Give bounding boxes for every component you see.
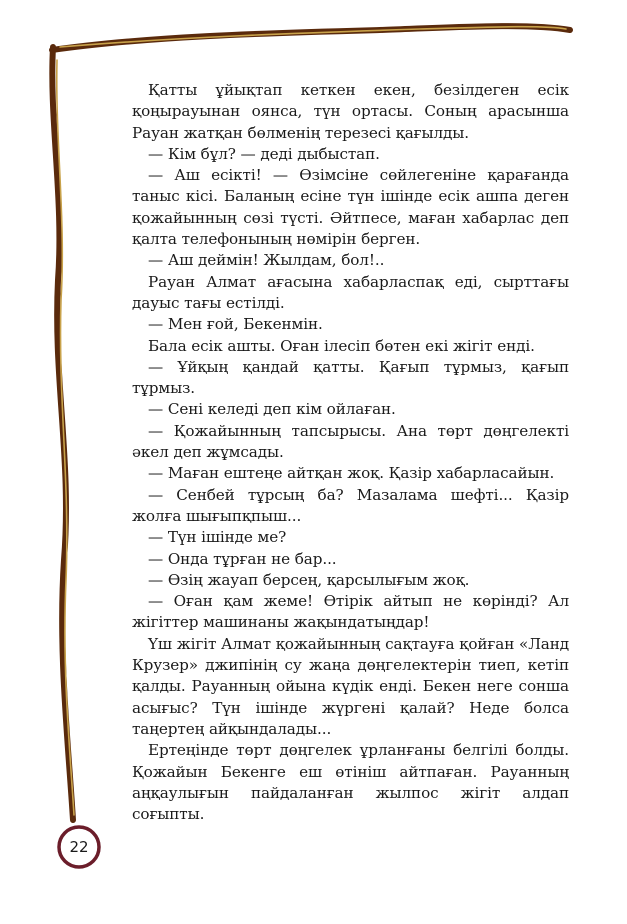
paragraph: — Түн ішінде ме?	[148, 528, 287, 547]
paragraph: — Сенбей тұрсың ба? Мазалама шефті... Қазір жолға шығыпқпыш...	[132, 485, 569, 525]
left-brush-stroke	[52, 47, 73, 820]
paragraph: — Кім бұл? — деді дыбыстап.	[148, 144, 380, 163]
paragraph: Үш жігіт Алмат қожайынның сақтауға қойған «Ланд Крузер» джипінің су жаңа дөңгелектерін тиеп, кетіп қалды. Рауанның ойына күдік енді. Бекен неге сонша асығыс? Түн ішінде жүргені қалай? Неде болса таңертең айқындалады...	[132, 634, 569, 738]
page-text	[132, 80, 569, 825]
page-number-badge	[57, 825, 101, 869]
paragraph: — Қожайынның тапсырысы. Ана төрт дөңгелекті әкел деп жұмсады.	[132, 421, 569, 462]
paragraph: Ертеңінде төрт дөңгелек ұрланғаны белгілі болды. Қожайын Бекенге еш өтініш айтпаған. Рауанның аңқаулығын пайдаланған жылпос жігіт алдап соғыпты.	[132, 741, 569, 824]
paragraph: — Мен ғой, Бекенмін.	[148, 315, 323, 334]
paragraph: — Өзің жауап берсең, қарсылығым жоқ.	[148, 570, 470, 589]
paragraph: — Аш есікті! — Өзімсіне сөйлегеніне қарағанда таныс кісі. Баланың есіне түн ішінде есік ашпа деген қожайынның сөзі түсті. Әйтпесе, маған хабарлас деп қалта телефонының нөмірін берген.	[132, 166, 569, 249]
page-number: 22	[69, 838, 89, 856]
paragraph: Рауан Алмат ағасына хабарласпақ еді, сырттағы дауыс тағы естілді.	[132, 272, 569, 312]
paragraph: — Онда тұрған не бар...	[148, 549, 337, 568]
paragraph: Қатты ұйықтап кеткен екен, безілдеген есік қоңырауынан оянса, түн ортасы. Соның арасынша Рауан жатқан бөлменің терезесі қағылды.	[132, 81, 569, 142]
paragraph: — Ұйқың қандай қатты. Қағып тұрмыз, қағып тұрмыз.	[132, 357, 569, 398]
paragraph: Бала есік ашты. Оған ілесіп бөтен екі жігіт енді.	[148, 336, 535, 355]
paragraph: — Аш деймін! Жылдам, бол!..	[148, 251, 385, 270]
top-brush-stroke	[52, 26, 570, 50]
paragraph: — Маған ештеңе айтқан жоқ. Қазір хабарласайын.	[148, 464, 555, 483]
paragraph: — Сені келеді деп кім ойлаған.	[148, 400, 396, 419]
paragraph: — Оған қам жеме! Өтірік айтып не көрінді? Ал жігіттер машинаны жақындатыңдар!	[132, 592, 569, 632]
